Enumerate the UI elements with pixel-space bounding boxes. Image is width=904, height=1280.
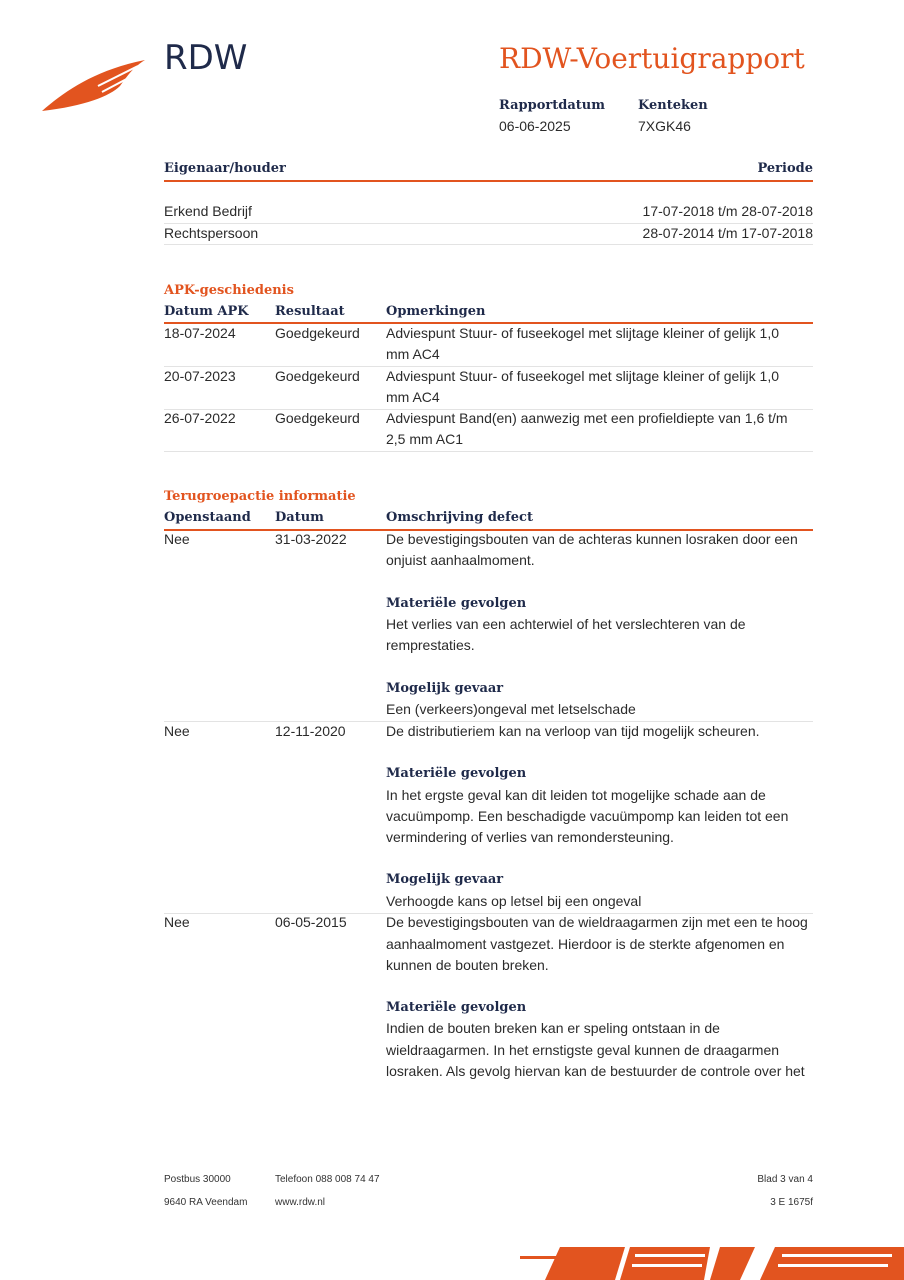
apk-row-3-remarks: Adviespunt Band(en) aanwezig met een profieldiepte van 1,6 t/m [386, 410, 788, 426]
recall-row-2-open: Nee [164, 723, 190, 739]
recall-row-1-danger: Een (verkeers)ongeval met letselschade [386, 701, 636, 717]
logo-wordmark: RDW [164, 38, 248, 78]
recall-row-3-material-cont-2: losraken. Als gevolg hiervan kan de bestuurder de controle over het [386, 1063, 805, 1079]
apk-date-header: Datum APK [164, 304, 249, 319]
plate-value: 7XGK46 [638, 118, 691, 134]
recall-row-1-material-label: Materiële gevolgen [386, 596, 527, 611]
apk-result-header: Resultaat [275, 304, 345, 319]
recall-row-2-date: 12-11-2020 [275, 723, 346, 739]
recall-row-1-desc-cont: onjuist aanhaalmoment. [386, 552, 535, 568]
recall-row-3-material-cont: wieldraagarmen. In het ernstigste geval kunnen de draagarmen [386, 1042, 780, 1058]
apk-row-1-result: Goedgekeurd [275, 325, 360, 341]
apk-row-2-remarks-cont: mm AC4 [386, 389, 440, 405]
apk-row-2-result: Goedgekeurd [275, 368, 360, 384]
recall-row-2-material-label: Materiële gevolgen [386, 766, 527, 781]
apk-row-2-remarks: Adviespunt Stuur- of fuseekogel met slijtage kleiner of gelijk 1,0 [386, 368, 779, 384]
recall-row-2-desc: De distributieriem kan na verloop van tijd mogelijk scheuren. [386, 723, 760, 739]
recall-row-3-desc-cont-2: kunnen de bouten breken. [386, 957, 549, 973]
recall-row-1-danger-label: Mogelijk gevaar [386, 681, 504, 696]
footer-postbus: Postbus 30000 [164, 1174, 231, 1185]
recall-row-3-date: 06-05-2015 [275, 914, 347, 930]
recall-open-header: Openstaand [164, 510, 251, 525]
report-date-value: 06-06-2025 [499, 118, 571, 134]
apk-row-3-result: Goedgekeurd [275, 410, 360, 426]
recall-row-3-desc-cont: aanhaalmoment vastgezet. Hierdoor is de sterkte afgenomen en [386, 936, 785, 952]
divider [164, 244, 813, 245]
apk-row-1-date: 18-07-2024 [164, 325, 236, 341]
recall-row-1-material: Het verlies van een achterwiel of het verslechteren van de [386, 616, 746, 632]
recall-row-1-desc: De bevestigingsbouten van de achteras kunnen losraken door een [386, 531, 798, 547]
recall-row-3-material: Indien de bouten breken kan er speling ontstaan in de [386, 1020, 720, 1036]
recall-desc-header: Omschrijving defect [386, 510, 533, 525]
recall-row-3-open: Nee [164, 914, 190, 930]
apk-row-3-remarks-cont: 2,5 mm AC1 [386, 431, 464, 447]
footer-code: 3 E 1675f [770, 1197, 813, 1208]
recall-row-2-material-cont: vacuümpomp. Een beschadigde vacuümpomp kan leiden tot een [386, 808, 789, 824]
apk-row-2-date: 20-07-2023 [164, 368, 236, 384]
footer-website[interactable]: www.rdw.nl [275, 1197, 326, 1208]
recall-row-1-date: 31-03-2022 [275, 531, 347, 547]
recall-row-2-material: In het ergste geval kan dit leiden tot mogelijke schade aan de [386, 787, 766, 803]
footer-phone: Telefoon 088 008 74 47 [275, 1174, 380, 1185]
recall-row-1-open: Nee [164, 531, 190, 547]
recall-row-3-desc: De bevestigingsbouten van de wieldraagarmen zijn met een te hoog [386, 914, 808, 930]
owner-column-header: Eigenaar/houder [164, 161, 286, 176]
owners-header-rule [164, 180, 813, 182]
divider [164, 451, 813, 452]
owner-row-1-period: 17-07-2018 t/m 28-07-2018 [642, 203, 813, 219]
apk-row-1-remarks: Adviespunt Stuur- of fuseekogel met slijtage kleiner of gelijk 1,0 [386, 325, 779, 341]
decorative-stripes-icon [520, 1244, 904, 1280]
owner-row-2-period: 28-07-2014 t/m 17-07-2018 [642, 225, 813, 241]
recall-date-header: Datum [275, 510, 324, 525]
apk-row-3-date: 26-07-2022 [164, 410, 236, 426]
apk-section-title: APK-geschiedenis [164, 283, 294, 298]
apk-row-1-remarks-cont: mm AC4 [386, 346, 440, 362]
report-date-label: Rapportdatum [499, 98, 605, 113]
apk-remarks-header: Opmerkingen [386, 304, 486, 319]
plate-label: Kenteken [638, 98, 708, 113]
recall-row-2-danger-label: Mogelijk gevaar [386, 872, 504, 887]
recall-row-2-material-cont-2: vermindering of verlies van remondersteuning. [386, 829, 674, 845]
period-column-header: Periode [757, 161, 813, 176]
recall-section-title: Terugroepactie informatie [164, 489, 356, 504]
recall-row-1-material-cont: remprestaties. [386, 637, 475, 653]
footer-city: 9640 RA Veendam [164, 1197, 248, 1208]
recall-row-3-material-label: Materiële gevolgen [386, 1000, 527, 1015]
owner-row-1-owner: Erkend Bedrijf [164, 203, 252, 219]
footer-page-number: Blad 3 van 4 [757, 1174, 813, 1185]
recall-row-2-danger: Verhoogde kans op letsel bij een ongeval [386, 893, 642, 909]
owner-row-2-owner: Rechtspersoon [164, 225, 259, 241]
rdw-logo-icon [40, 56, 148, 114]
report-title: RDW-Voertuigrapport [499, 42, 805, 75]
